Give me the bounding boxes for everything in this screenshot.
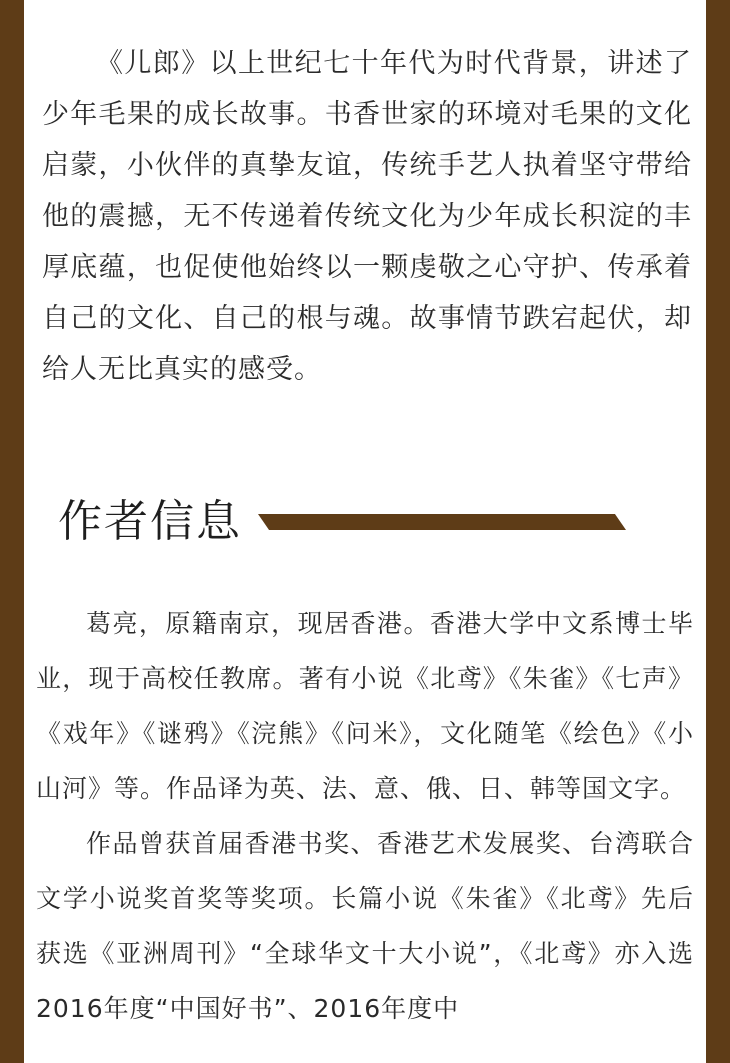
section-divider-bar xyxy=(258,514,626,530)
left-border xyxy=(0,0,24,1063)
author-bio xyxy=(36,596,694,1036)
content-panel xyxy=(24,0,706,1063)
author-paragraph: 葛亮，原籍南京，现居香港。香港大学中文系博士毕业，现于高校任教席。著有小说《北鸢》《朱雀》《七声》《戏年》《谜鸦》《浣熊》《问米》，文化随笔《绘色》《小山河》等。作品译为英、法、意、俄、日、韩等国文字。 xyxy=(36,609,694,803)
author-section-header xyxy=(58,488,698,558)
author-paragraph: 作品曾获首届香港书奖、香港艺术发展奖、台湾联合文学小说奖首奖等奖项。长篇小说《朱雀》《北鸢》先后获选《亚洲周刊》“全球华文十大小说”，《北鸢》亦入选2016年度“中国好书”、2016年度中 xyxy=(36,829,694,1023)
section-title: 作者信息 xyxy=(58,496,242,547)
book-intro-paragraph: 《儿郎》以上世纪七十年代为时代背景，讲述了少年毛果的成长故事。书香世家的环境对毛果的文化启蒙，小伙伴的真挚友谊，传统手艺人执着坚守带给他的震撼，无不传递着传统文化为少年成长积淀的丰厚底蕴，也促使他始终以一颗虔敬之心守护、传承着自己的文化、自己的根与魂。故事情节跌宕起伏，却给人无比真实的感受。 xyxy=(42,48,692,385)
right-border xyxy=(706,0,730,1063)
